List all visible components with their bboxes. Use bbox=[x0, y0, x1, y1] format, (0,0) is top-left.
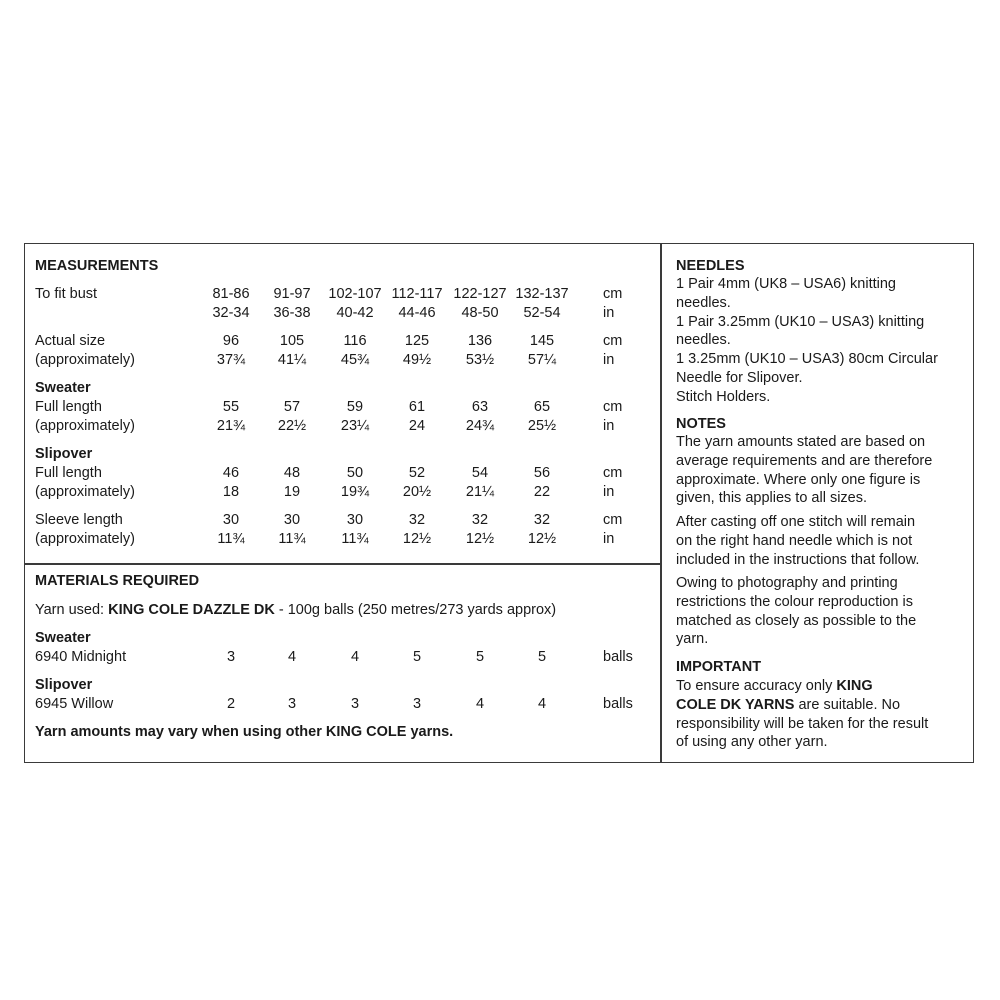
row-label-sweater: Full length bbox=[35, 399, 102, 415]
cell-in-sweater: 24¾ bbox=[465, 417, 495, 434]
cell-cm-fit_bust: 112-117 bbox=[391, 286, 443, 302]
yarn-prefix: Yarn used: bbox=[35, 602, 109, 618]
cell-cm-sleeve: 30 bbox=[222, 512, 240, 528]
column-divider bbox=[660, 243, 662, 763]
cell-in-fit_bust: 48-50 bbox=[461, 304, 499, 321]
cell-cm-actual_size: 136 bbox=[467, 333, 493, 349]
important-text bbox=[676, 677, 966, 752]
sweater-balls-cell: 5 bbox=[537, 649, 547, 665]
important-yarns: COLE DK YARNS bbox=[676, 696, 795, 713]
cell-cm-sleeve: 32 bbox=[408, 512, 426, 528]
row-label-slipover-2: (approximately) bbox=[35, 483, 135, 500]
cell-cm-actual_size: 145 bbox=[529, 333, 555, 349]
row-label-sleeve: Sleeve length bbox=[35, 512, 123, 528]
cell-in-slipover: 21¼ bbox=[465, 483, 495, 500]
cell-cm-fit_bust: 81-86 bbox=[212, 286, 250, 302]
cell-in-actual_size: 57¼ bbox=[527, 351, 557, 368]
cell-cm-slipover: 54 bbox=[471, 465, 489, 481]
slipover-balls-cell: 4 bbox=[537, 696, 547, 712]
slipover-balls-cell: 3 bbox=[350, 696, 360, 712]
cell-cm-slipover: 52 bbox=[408, 465, 426, 481]
important-line1: To ensure accuracy only bbox=[676, 678, 837, 694]
notes-line: given, this applies to all sizes. bbox=[676, 490, 868, 507]
sweater-balls-cell: 3 bbox=[226, 649, 236, 665]
unit-in: in bbox=[603, 351, 615, 368]
cell-cm-sleeve: 32 bbox=[471, 512, 489, 528]
notes-line: The yarn amounts stated are based on bbox=[676, 434, 926, 450]
unit-in: in bbox=[603, 304, 615, 321]
notes-paragraph-3 bbox=[676, 574, 966, 649]
cell-cm-actual_size: 96 bbox=[222, 333, 240, 349]
important-line4: of using any other yarn. bbox=[676, 734, 828, 751]
cell-in-fit_bust: 32-34 bbox=[212, 304, 250, 321]
section-heading-sweater: Sweater bbox=[35, 380, 91, 396]
unit-in: in bbox=[603, 417, 615, 434]
materials-heading: MATERIALS REQUIRED bbox=[35, 573, 200, 589]
cell-cm-fit_bust: 102-107 bbox=[328, 286, 382, 302]
notes-line: included in the instructions that follow. bbox=[676, 551, 920, 568]
unit-in: in bbox=[603, 530, 615, 547]
notes-line: After casting off one stitch will remain bbox=[676, 514, 916, 530]
cell-in-sleeve: 11¾ bbox=[278, 530, 306, 547]
cell-cm-sleeve: 32 bbox=[533, 512, 551, 528]
cell-in-actual_size: 49½ bbox=[402, 351, 432, 368]
cell-in-actual_size: 41¼ bbox=[277, 351, 307, 368]
section-divider bbox=[24, 563, 661, 565]
cell-in-actual_size: 53½ bbox=[465, 351, 495, 368]
unit-cm: cm bbox=[603, 465, 623, 481]
cell-in-fit_bust: 40-42 bbox=[336, 304, 374, 321]
row-label-actual_size: Actual size bbox=[35, 333, 106, 349]
unit-cm: cm bbox=[603, 333, 623, 349]
sweater-balls-cell: 4 bbox=[287, 649, 297, 665]
slipover-balls-cell: 2 bbox=[226, 696, 236, 712]
needles-heading: NEEDLES bbox=[676, 258, 745, 274]
notes-line: approximate. Where only one figure is bbox=[676, 471, 921, 488]
cell-in-actual_size: 37¾ bbox=[216, 351, 246, 368]
cell-in-sleeve: 12½ bbox=[527, 530, 557, 547]
row-label-fit_bust: To fit bust bbox=[35, 286, 98, 302]
notes-line: average requirements and are therefore bbox=[676, 452, 933, 469]
cell-in-fit_bust: 44-46 bbox=[398, 304, 436, 321]
cell-cm-fit_bust: 122-127 bbox=[453, 286, 507, 302]
cell-in-sleeve: 11¾ bbox=[217, 530, 245, 547]
row-label-sleeve-2: (approximately) bbox=[35, 530, 135, 547]
sweater-balls-cell: 5 bbox=[412, 649, 422, 665]
sweater-balls-cell: 4 bbox=[350, 649, 360, 665]
needles-line: 1 3.25mm (UK10 – USA3) 80cm Circular bbox=[676, 351, 938, 368]
important-line3: responsibility will be taken for the result bbox=[676, 715, 929, 732]
important-heading: IMPORTANT bbox=[676, 659, 762, 675]
cell-in-slipover: 18 bbox=[222, 483, 240, 500]
cell-in-slipover: 19 bbox=[283, 483, 301, 500]
cell-cm-actual_size: 116 bbox=[343, 333, 367, 349]
cell-cm-slipover: 46 bbox=[222, 465, 240, 481]
needles-line: needles. bbox=[676, 332, 731, 349]
notes-line: yarn. bbox=[676, 631, 709, 648]
cell-cm-sweater: 61 bbox=[408, 399, 426, 415]
sweater-balls-cell: 5 bbox=[475, 649, 485, 665]
cell-in-sleeve: 12½ bbox=[402, 530, 432, 547]
notes-paragraph-2 bbox=[676, 513, 966, 569]
cell-in-slipover: 19¾ bbox=[340, 483, 370, 500]
cell-cm-sleeve: 30 bbox=[283, 512, 301, 528]
materials-sweater-heading: Sweater bbox=[35, 630, 91, 646]
row-label-slipover: Full length bbox=[35, 465, 102, 481]
cell-cm-actual_size: 125 bbox=[404, 333, 430, 349]
needles-line: 1 Pair 4mm (UK8 – USA6) knitting bbox=[676, 276, 896, 292]
cell-in-sweater: 23¼ bbox=[340, 417, 370, 434]
row-label-sweater-2: (approximately) bbox=[35, 417, 135, 434]
important-king: KING bbox=[836, 678, 873, 694]
slipover-balls-cell: 3 bbox=[412, 696, 422, 712]
cell-in-sweater: 25½ bbox=[527, 417, 557, 434]
cell-cm-fit_bust: 132-137 bbox=[515, 286, 569, 302]
cell-cm-slipover: 48 bbox=[283, 465, 301, 481]
cell-in-sweater: 21¾ bbox=[216, 417, 246, 434]
cell-in-fit_bust: 52-54 bbox=[523, 304, 561, 321]
slipover-balls-cell: 4 bbox=[475, 696, 485, 712]
cell-in-slipover: 22 bbox=[533, 483, 551, 500]
cell-cm-actual_size: 105 bbox=[279, 333, 305, 349]
important-line2: are suitable. No bbox=[794, 696, 901, 713]
slipover-colour: 6945 Willow bbox=[35, 696, 114, 712]
sweater-colour: 6940 Midnight bbox=[35, 649, 127, 665]
notes-line: restrictions the colour reproduction is bbox=[676, 593, 913, 610]
slipover-balls-cell: 3 bbox=[287, 696, 297, 712]
yarn-suffix: - 100g balls (250 metres/273 yards approx) bbox=[274, 602, 557, 618]
needles-line: Needle for Slipover. bbox=[676, 369, 803, 386]
unit-cm: cm bbox=[603, 286, 623, 302]
unit-cm: cm bbox=[603, 399, 623, 415]
slipover-balls-unit: balls bbox=[603, 696, 633, 712]
materials-slipover-heading: Slipover bbox=[35, 677, 93, 693]
cell-in-fit_bust: 36-38 bbox=[273, 304, 311, 321]
yarn-name: KING COLE DAZZLE DK bbox=[108, 602, 275, 618]
notes-paragraph-1 bbox=[676, 433, 966, 508]
cell-in-sleeve: 12½ bbox=[465, 530, 495, 547]
notes-line: matched as closely as possible to the bbox=[676, 612, 917, 629]
cell-cm-sweater: 59 bbox=[346, 399, 364, 415]
notes-line: on the right hand needle which is not bbox=[676, 532, 913, 549]
yarn-note: Yarn amounts may vary when using other KING COLE yarns. bbox=[35, 724, 454, 740]
unit-in: in bbox=[603, 483, 615, 500]
cell-cm-slipover: 56 bbox=[533, 465, 551, 481]
needles-list bbox=[676, 275, 966, 407]
cell-in-slipover: 20½ bbox=[402, 483, 432, 500]
sweater-balls-unit: balls bbox=[603, 649, 633, 665]
row-label-actual_size-2: (approximately) bbox=[35, 351, 135, 368]
cell-cm-fit_bust: 91-97 bbox=[273, 286, 311, 302]
cell-in-sleeve: 11¾ bbox=[341, 530, 369, 547]
unit-cm: cm bbox=[603, 512, 623, 528]
cell-cm-slipover: 50 bbox=[346, 465, 364, 481]
cell-cm-sweater: 57 bbox=[283, 399, 301, 415]
cell-in-sweater: 24 bbox=[408, 417, 426, 434]
cell-cm-sweater: 65 bbox=[533, 399, 551, 415]
notes-line: Owing to photography and printing bbox=[676, 575, 898, 591]
section-heading-slipover: Slipover bbox=[35, 446, 93, 462]
cell-cm-sweater: 63 bbox=[471, 399, 489, 415]
measurements-heading: MEASUREMENTS bbox=[35, 258, 159, 274]
cell-cm-sleeve: 30 bbox=[346, 512, 364, 528]
needles-line: Stitch Holders. bbox=[676, 388, 771, 405]
needles-line: needles. bbox=[676, 294, 731, 311]
yarn-used-line bbox=[35, 601, 556, 619]
cell-cm-sweater: 55 bbox=[222, 399, 240, 415]
needles-line: 1 Pair 3.25mm (UK10 – USA3) knitting bbox=[676, 313, 925, 330]
notes-heading: NOTES bbox=[676, 416, 726, 432]
cell-in-actual_size: 45¾ bbox=[340, 351, 370, 368]
cell-in-sweater: 22½ bbox=[277, 417, 307, 434]
